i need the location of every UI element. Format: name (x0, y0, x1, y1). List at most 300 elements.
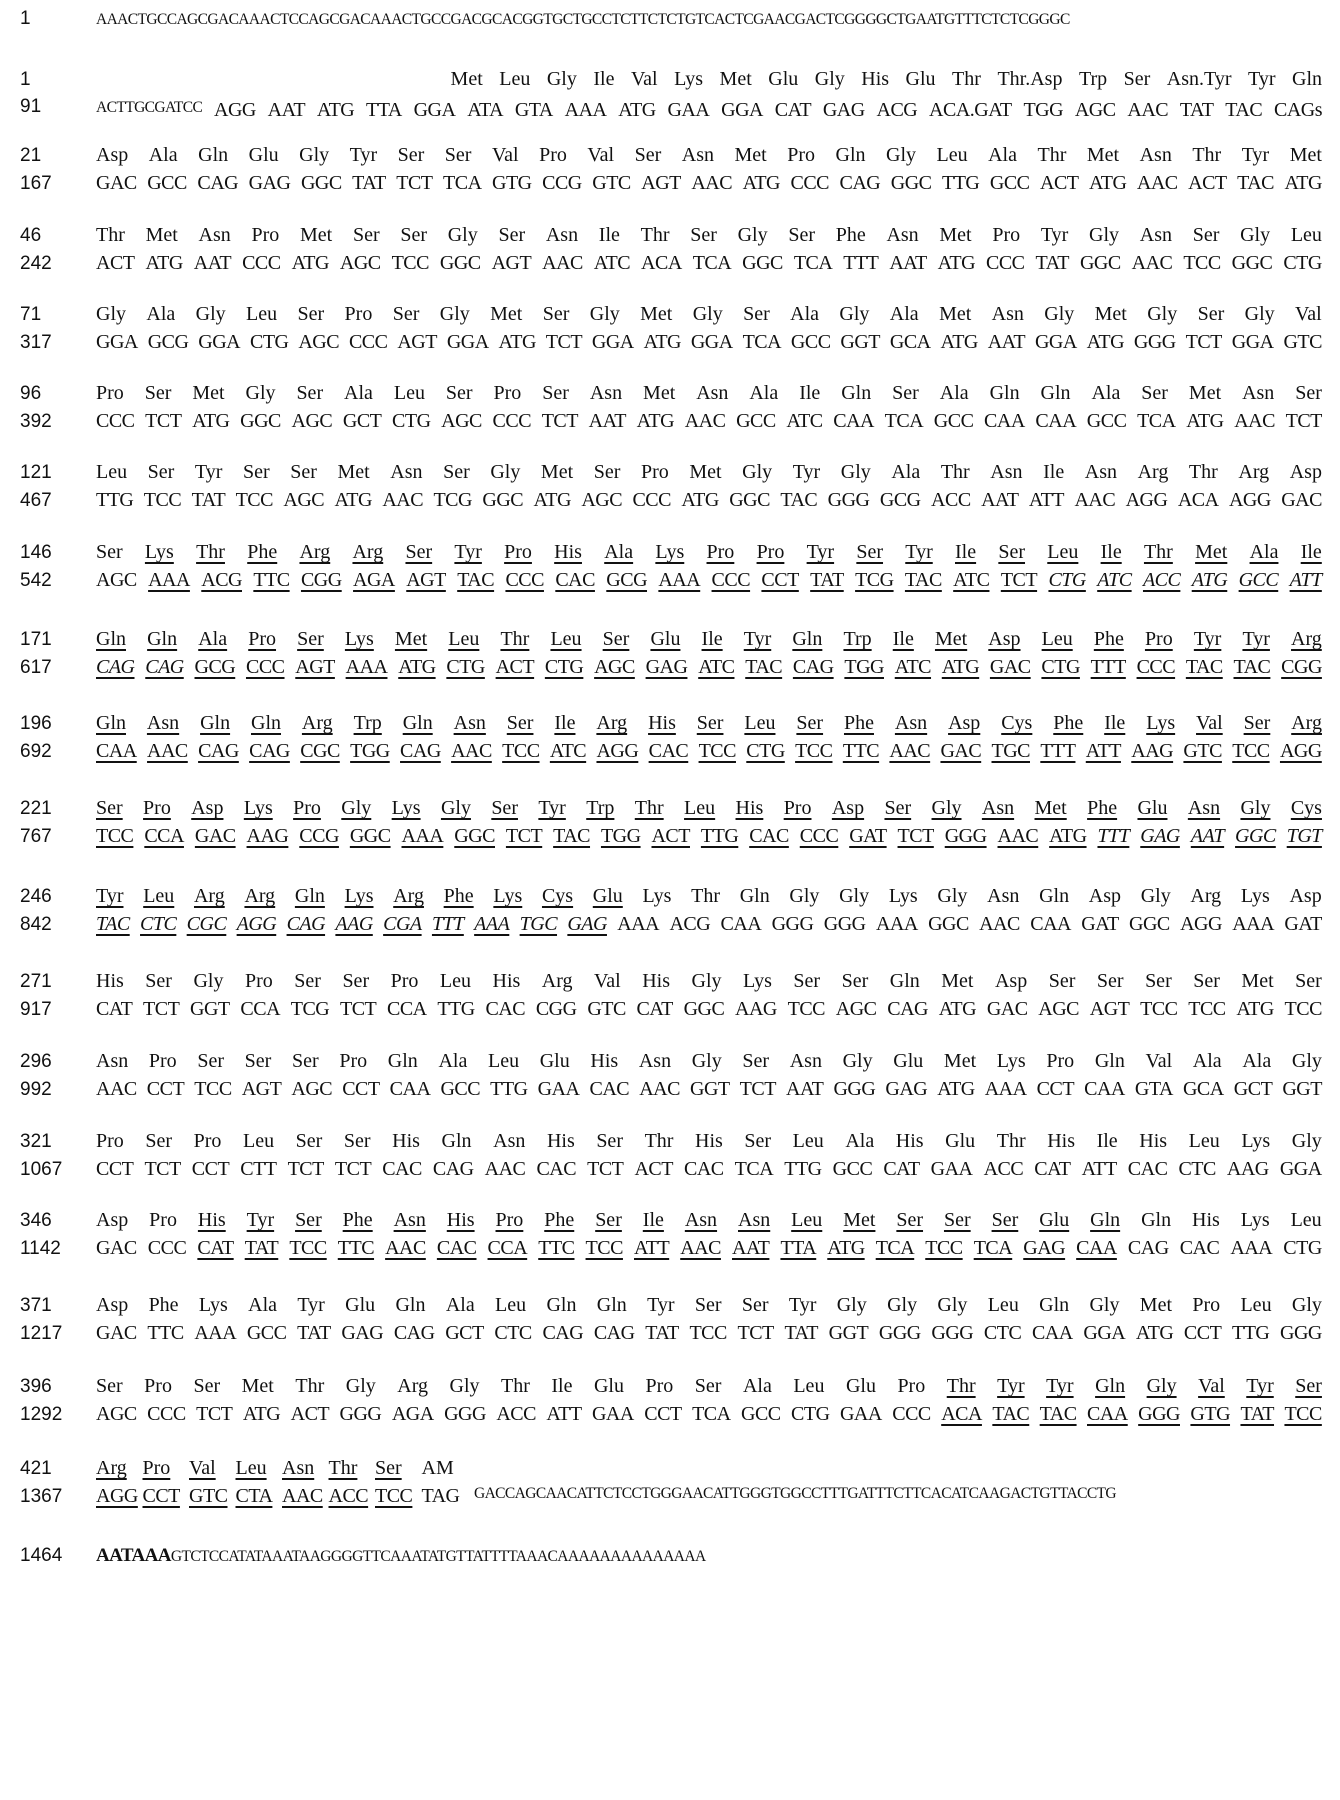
codon: ATG (242, 1403, 281, 1425)
codon: GGC (482, 489, 524, 511)
codon: GGC (1129, 913, 1170, 935)
amino-acid: Ser (690, 224, 717, 246)
amino-acid: Met (1241, 970, 1274, 992)
amino-acid: Gly (1291, 1294, 1322, 1316)
codon: TAT (645, 1322, 679, 1344)
amino-acid: Ser (242, 461, 270, 483)
codon: TTC (842, 740, 880, 762)
codon: CCT (142, 1485, 180, 1507)
codon: CCC (1136, 656, 1176, 678)
amino-acid: Glu (1039, 1209, 1070, 1231)
codon: GAC (940, 740, 982, 762)
codon: ACA.GAT (929, 99, 1012, 121)
codon: GAG (248, 172, 291, 194)
amino-acid: Ser (96, 541, 123, 563)
amino-acid: Arg (1291, 712, 1322, 734)
amino-acid: Arg (1137, 461, 1169, 483)
line-number: 1464 (20, 1545, 63, 1566)
amino-acid: Ser (147, 461, 175, 483)
amino-acid: Tyr (96, 885, 124, 907)
amino-acid: Tyr (1241, 144, 1270, 166)
amino-acid: Asn (681, 144, 714, 166)
amino-acid: Asn (453, 712, 486, 734)
amino-acid: Met (394, 628, 428, 650)
amino-acid: Lys (996, 1050, 1026, 1072)
codon: AAT (981, 489, 1019, 511)
codon: GAC (96, 172, 137, 194)
amino-acid: Arg (541, 970, 573, 992)
codon: GGG (827, 489, 870, 511)
amino-acid: Leu (792, 1130, 824, 1152)
codon: AAT (1190, 825, 1225, 847)
codon-line (20, 252, 1322, 280)
codon: TCT (287, 1158, 324, 1180)
codon: AAC (96, 1078, 137, 1100)
amino-acid: Met (300, 224, 333, 246)
amino-acid: Arg (299, 541, 331, 563)
codon: AGG (214, 99, 256, 121)
amino-acid: Ala (1091, 382, 1121, 404)
codon: CAA (1087, 1403, 1128, 1425)
amino-acid: Gly (195, 303, 226, 325)
codon: AAC (147, 740, 188, 762)
amino-acid: Thr (634, 797, 664, 819)
codon: TTC (538, 1237, 575, 1259)
codon: AGG (1125, 489, 1168, 511)
amino-acid: Ile (642, 1209, 664, 1231)
amino-acid: Ser (1197, 303, 1225, 325)
codon: GGC (1235, 825, 1276, 847)
amino-acid: Leu (487, 1050, 520, 1072)
codon: CTG (446, 656, 485, 678)
amino-acid: Arg (193, 885, 225, 907)
amino-acid: Ser (694, 1375, 722, 1397)
codon: AAA (148, 569, 190, 591)
codon: AAA (564, 99, 607, 121)
amino-acid: Tyr (905, 541, 933, 563)
amino-acid: Pro (244, 970, 273, 992)
codon: CAG (887, 998, 928, 1020)
amino-acid: Tyr (1193, 628, 1222, 650)
amino-acid: Gln (147, 628, 178, 650)
amino-acid: Asn (738, 1209, 771, 1231)
codon: ATG (636, 410, 675, 432)
nucleotide-run: AATAAAGTCTCCATATAAATAAGGGGTTCAAATATGTTATTTTAAACAAAAAAAAAAAAAA (96, 1545, 706, 1566)
amino-acid: Arg (596, 712, 628, 734)
amino-acid: Lys (1241, 1130, 1271, 1152)
codon: GAA (591, 1403, 634, 1425)
codon-line (20, 825, 1322, 853)
codon: GGC (683, 998, 725, 1020)
codon: CCT (1036, 1078, 1075, 1100)
codon: GCC (440, 1078, 481, 1100)
codon: ACG (876, 99, 918, 121)
codon: TCC (1188, 998, 1226, 1020)
amino-acid: Thr (952, 68, 981, 90)
amino-acid: Met (145, 224, 178, 246)
codon: AGC (291, 1078, 333, 1100)
amino-acid: Phe (544, 1209, 575, 1231)
amino-acid: Thr (295, 1375, 325, 1397)
amino-acid: Pro (783, 797, 812, 819)
codon-line (20, 569, 1322, 597)
codon: CCT (761, 569, 799, 591)
amino-acid: Leu (550, 628, 582, 650)
codon: CAA (1084, 1078, 1125, 1100)
codon: GAG (822, 99, 865, 121)
codon: TCG (290, 998, 330, 1020)
codon: TAC (780, 489, 818, 511)
amino-acid: Glu (845, 1375, 876, 1397)
codon: AGT (295, 656, 335, 678)
codon: TGG (1023, 99, 1064, 121)
codon: CCC (790, 172, 830, 194)
codon: CTG (791, 1403, 830, 1425)
amino-acid: Ser (796, 712, 824, 734)
codon: ATG (1086, 331, 1125, 353)
codon: AAC (997, 825, 1039, 847)
sequence-line-5prime (20, 8, 1322, 36)
amino-acid: Thr (501, 1375, 530, 1397)
codon: ATG (742, 172, 780, 194)
nucleotide-number: 917 (20, 999, 52, 1020)
amino-acid: Cys (1001, 712, 1033, 734)
amino-acid: Asn (981, 797, 1015, 819)
amino-acid: Gln (294, 885, 325, 907)
amino-acid: Gly (931, 797, 962, 819)
codon: TCC (375, 1485, 413, 1507)
amino-acid: Phe (443, 885, 474, 907)
codon: CAGs (1273, 99, 1322, 121)
codon: CTG (1048, 569, 1086, 591)
amino-acid-line (20, 885, 1322, 913)
amino-acid: Ser (375, 1457, 402, 1479)
amino-acid: Ser (892, 382, 919, 404)
amino-acid: Val (491, 144, 519, 166)
amino-acid: Pro (144, 1375, 172, 1397)
codon: GGA (413, 99, 456, 121)
codon: GGG (823, 913, 866, 935)
codon: CAC (536, 1158, 577, 1180)
codon: CTG (1283, 1237, 1322, 1259)
amino-acid: Leu (393, 382, 425, 404)
codon: ATG (941, 656, 980, 678)
codon: TCT (334, 1158, 372, 1180)
amino-acid: Trp (586, 797, 615, 819)
codon: ATG (316, 99, 355, 121)
amino-acid-line (20, 144, 1322, 172)
amino-acid: Gln (596, 1294, 627, 1316)
codon: CCC (245, 656, 285, 678)
residue-number: 96 (20, 383, 42, 404)
codon: AAA (401, 825, 444, 847)
amino-acid: Ile (593, 68, 615, 90)
nucleotide-number: 617 (20, 657, 52, 678)
amino-acid: Val (630, 68, 658, 90)
codon: ATG (1089, 172, 1127, 194)
amino-acid: Phe (148, 1294, 179, 1316)
codon: TGC (991, 740, 1030, 762)
codon: AGT (641, 172, 681, 194)
codon: AAC (979, 913, 1020, 935)
codon: TTG (1231, 1322, 1270, 1344)
amino-acid: Glu (905, 68, 936, 90)
amino-acid: Gly (1147, 303, 1178, 325)
codon: CAG (198, 740, 239, 762)
amino-acid: Ile (1043, 461, 1065, 483)
codon-line (20, 1078, 1322, 1106)
amino-acid-line (20, 541, 1322, 569)
amino-acid: Asn.Tyr (1166, 68, 1232, 90)
codon: ATG (643, 331, 681, 353)
codon: TCT (396, 172, 433, 194)
amino-acid: Pro (96, 1130, 124, 1152)
amino-acid: His (695, 1130, 723, 1152)
codon: ATC (698, 656, 735, 678)
codon: GGG (1138, 1403, 1180, 1425)
codon: TCC (502, 740, 540, 762)
amino-acid: Asn (789, 1050, 822, 1072)
amino-acid: Pro (142, 1457, 171, 1479)
amino-acid: Lys (674, 68, 704, 90)
amino-acid-line (20, 382, 1322, 410)
codon: TAT (784, 1322, 818, 1344)
amino-acid: Ser (296, 382, 324, 404)
residue-number: 246 (20, 886, 52, 907)
amino-acid: Ser (290, 461, 317, 483)
amino-acid: Ser (1096, 970, 1124, 992)
codon: AAC (684, 410, 726, 432)
codon: TCC (143, 489, 182, 511)
codon: TAC (96, 913, 130, 935)
codon: AAC (691, 172, 733, 194)
residue-number: 196 (20, 713, 52, 734)
codon: GGG (444, 1403, 486, 1425)
codon: CTG (392, 410, 431, 432)
amino-acid: Leu (684, 797, 716, 819)
amino-acid: Gln (989, 382, 1020, 404)
residue-number: 46 (20, 225, 42, 246)
codon: GGC (742, 252, 783, 274)
codon: TCC (1284, 998, 1322, 1020)
amino-acid: Asn (390, 461, 423, 483)
amino-acid: Gly (842, 1050, 873, 1072)
amino-acid: Ser (1141, 382, 1168, 404)
codon-line (20, 172, 1322, 200)
amino-acid: Phe (1087, 797, 1118, 819)
amino-acid: Ser (342, 970, 370, 992)
amino-acid: Ser (998, 541, 1026, 563)
codon: AGG (596, 740, 639, 762)
codon: ATT (546, 1403, 582, 1425)
amino-acid: Thr (640, 224, 670, 246)
amino-acid: Cys (1290, 797, 1322, 819)
codon-line (20, 410, 1322, 438)
codon: TCA (973, 1237, 1013, 1259)
codon: ACT (651, 825, 690, 847)
amino-acid: Ser (1048, 970, 1076, 992)
codon: GCG (147, 331, 189, 353)
amino-acid: Ser (498, 224, 526, 246)
codon: CCC (96, 410, 135, 432)
codon: GCG (194, 656, 236, 678)
nucleotide-number: 317 (20, 332, 52, 353)
codon: TCC (795, 740, 833, 762)
amino-acid: Ser (294, 970, 321, 992)
amino-acid: Met (1139, 1294, 1173, 1316)
codon: ATG (1135, 1322, 1174, 1344)
codon: TTC (337, 1237, 375, 1259)
nucleotide-number: 1142 (20, 1238, 61, 1259)
amino-acid: Gly (836, 1294, 867, 1316)
amino-acid: Glu (1137, 797, 1168, 819)
codon: AGC (339, 252, 381, 274)
codon: GCC (741, 1403, 781, 1425)
amino-acid: Phe (247, 541, 278, 563)
residue-number: 296 (20, 1051, 52, 1072)
amino-acid: Met (1094, 303, 1127, 325)
codon: AAT (987, 331, 1026, 353)
amino-acid: Asn (198, 224, 231, 246)
amino-acid: Gly (937, 1294, 968, 1316)
codon: GGC (240, 410, 281, 432)
codon: ACC (983, 1158, 1024, 1180)
codon: CTG (544, 656, 584, 678)
amino-acid: Met (450, 68, 483, 90)
amino-acid: Thr.Asp (997, 68, 1063, 90)
amino-acid: Ile (955, 541, 977, 563)
codon: AAA (194, 1322, 237, 1344)
codon: TAC (992, 1403, 1030, 1425)
amino-acid: Gly (692, 303, 723, 325)
codon: CCT (644, 1403, 682, 1425)
codon: AAC (385, 1237, 426, 1259)
amino-acid: Gln (251, 712, 281, 734)
codon: GGG (339, 1403, 382, 1425)
amino-acid: Leu (744, 712, 776, 734)
codon: TAT (244, 1237, 279, 1259)
codon: CAC (1127, 1158, 1168, 1180)
amino-acid: Leu (793, 1375, 825, 1397)
codon-line (20, 998, 1322, 1026)
amino-acid: Leu (1041, 628, 1073, 650)
amino-acid: Gln (441, 1130, 472, 1152)
codon: ATG (1191, 569, 1228, 591)
codon: AAC (639, 1078, 680, 1100)
codon: TCC (1284, 1403, 1322, 1425)
residue-number: 321 (20, 1131, 52, 1152)
amino-acid: Ala (889, 303, 919, 325)
amino-acid: Ser (596, 1130, 623, 1152)
amino-acid: Ala (1249, 541, 1279, 563)
amino-acid: Tyr (743, 628, 772, 650)
codon: CAA (389, 1078, 431, 1100)
codon: TCT (1000, 569, 1038, 591)
residue-number: 346 (20, 1210, 52, 1231)
codon: CAC (648, 740, 689, 762)
nucleotide-number: 542 (20, 570, 52, 591)
amino-acid: Gln (402, 712, 433, 734)
codon: TCC (289, 1237, 327, 1259)
codon: GGG (931, 1322, 974, 1344)
codon: CTC (494, 1322, 532, 1344)
codon: GGC (928, 913, 969, 935)
amino-acid: Gln (387, 1050, 418, 1072)
amino-acid: His (735, 797, 764, 819)
amino-acid: Tyr (997, 1375, 1025, 1397)
amino-acid: Trp (1078, 68, 1108, 90)
codon: GTC (1183, 740, 1222, 762)
codon: GCA (889, 331, 931, 353)
codon: AAA (1232, 913, 1275, 935)
residue-number: 1 (20, 69, 31, 90)
amino-acid: His (1192, 1209, 1220, 1231)
codon: GAA (537, 1078, 580, 1100)
amino-acid: Ser (991, 1209, 1019, 1231)
amino-acid: Met (939, 224, 972, 246)
amino-acid: His (546, 1130, 575, 1152)
codon: CAA (1035, 410, 1077, 432)
codon: GCT (342, 410, 382, 432)
amino-acid: Trp (843, 628, 872, 650)
amino-acid: Ser (144, 382, 172, 404)
codon: AAA (658, 569, 701, 591)
codon: TCA (742, 331, 782, 353)
amino-acid: Gly (1291, 1050, 1322, 1072)
amino-acid: Leu (246, 303, 278, 325)
amino-acid: Tyr (1046, 1375, 1074, 1397)
codon: CAC (749, 825, 789, 847)
codon: GGC (349, 825, 391, 847)
codon: GAG (1140, 825, 1180, 847)
amino-acid: Tyr (806, 541, 835, 563)
codon: TAG (421, 1485, 460, 1507)
amino-acid: Gly (447, 224, 478, 246)
codon-line (20, 1158, 1322, 1186)
amino-acid: Thr (1188, 461, 1218, 483)
amino-acid: Thr (1192, 144, 1222, 166)
amino-acid: Leu (791, 1209, 823, 1231)
amino-acid: Val (189, 1457, 216, 1479)
codon: CAC (684, 1158, 724, 1180)
codon: ATT (1085, 740, 1121, 762)
amino-acid: Asn (96, 1050, 129, 1072)
codon: ATA (467, 99, 504, 121)
amino-acid: Lys (344, 885, 374, 907)
amino-acid: Asn (886, 224, 919, 246)
codon: TTG (784, 1158, 822, 1180)
codon: TAC (1233, 656, 1271, 678)
amino-acid: His (895, 1130, 924, 1152)
amino-acid: Gln (96, 628, 126, 650)
amino-acid: Pro (787, 144, 816, 166)
codon: AAA (984, 1078, 1027, 1100)
amino-acid: Ile (799, 382, 821, 404)
amino-acid: Trp (353, 712, 382, 734)
amino-acid: His (446, 1209, 475, 1231)
codon: CAC (555, 569, 595, 591)
amino-acid: Gln (1141, 1209, 1172, 1231)
amino-acid: Met (689, 461, 722, 483)
codon: CAG (96, 656, 135, 678)
amino-acid: Met (337, 461, 370, 483)
codon: TCC (698, 740, 736, 762)
codon: CTC (140, 913, 177, 935)
codon: CTG (250, 331, 289, 353)
amino-acid: Pro (756, 541, 785, 563)
amino-acid: Ser (343, 1130, 371, 1152)
amino-acid: Ser (542, 303, 570, 325)
